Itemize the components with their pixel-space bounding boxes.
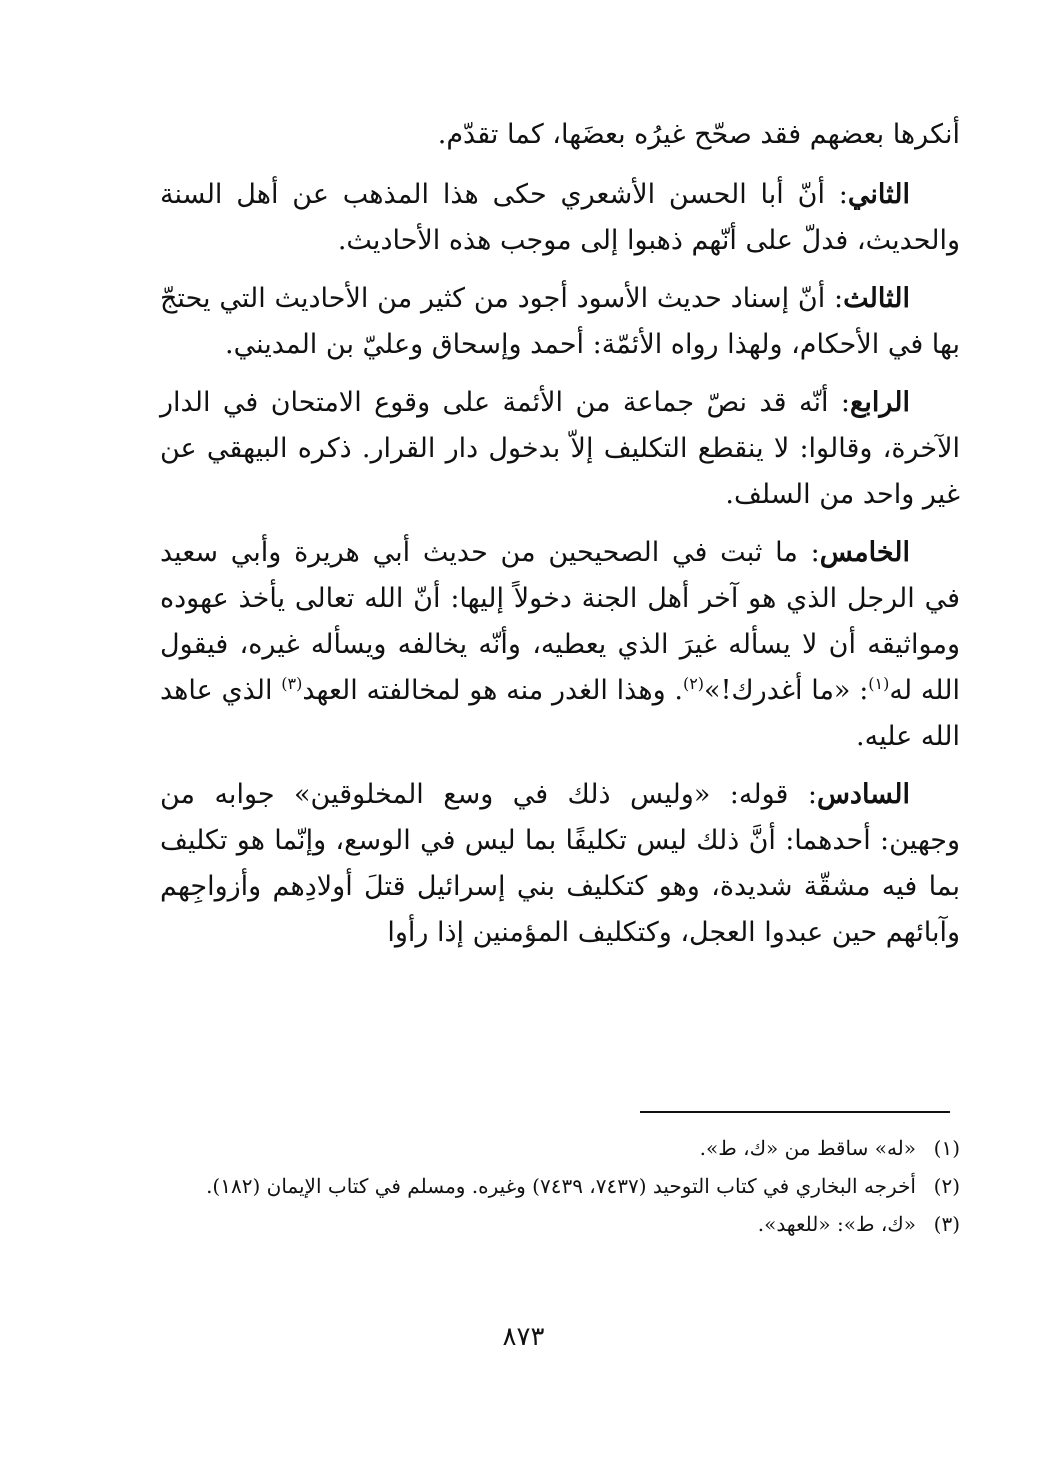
- indent: [910, 283, 960, 314]
- footnote-text: «ك، ط»: «للعهد».: [757, 1212, 916, 1236]
- indent: [910, 537, 960, 568]
- footnote-item: [160, 1208, 960, 1240]
- paragraph-heading: الثاني: [847, 179, 910, 210]
- main-text: [160, 112, 960, 968]
- footnote-divider: [640, 1111, 950, 1113]
- page-number: ٨٧٣: [502, 1322, 545, 1352]
- paragraph-second: [160, 172, 960, 264]
- paragraph-text: : «ما أغدرك!»: [704, 675, 869, 706]
- indent: [910, 179, 960, 210]
- footnote-item: [160, 1132, 960, 1164]
- paragraph-heading: الرابع: [849, 387, 910, 418]
- paragraph-text: : ما ثبت في الصحيحين من حديث أبي هريرة وأبي سعيد في الرجل الذي هو آخر أهل الجنة دخولاً إليها: أنّ الله تعالى يأخذ عهوده ومواثيقه أن لا يسأله غيرَ الذي يعطيه، وأنّه يخالفه ويسأله غيره، فيقول الله له: [160, 537, 960, 706]
- footnote-ref-1[interactable]: (١): [868, 674, 890, 693]
- paragraph-continuation: [160, 112, 960, 158]
- paragraph-text: . وهذا الغدر منه هو لمخالفته العهد: [302, 675, 683, 706]
- paragraph-text: : أنّه قد نصّ جماعة من الأئمة على وقوع الامتحان في الدار الآخرة، وقالوا: لا ينقطع التكليف إلاّ بدخول دار القرار. ذكره البيهقي عن غير واحد من السلف.: [160, 387, 960, 510]
- footnote-text: أخرجه البخاري في كتاب التوحيد (٧٤٣٧، ٧٤٣٩) وغيره. ومسلم في كتاب الإيمان (١٨٢).: [206, 1174, 916, 1198]
- footnotes: [160, 1132, 960, 1246]
- footnote-ref-2[interactable]: (٢): [682, 674, 705, 693]
- paragraph-fourth: [160, 380, 960, 518]
- footnote-text: «له» ساقط من «ك، ط».: [699, 1136, 916, 1160]
- paragraph-third: [160, 276, 960, 368]
- footnote-number: (٣): [933, 1212, 960, 1236]
- indent: [910, 779, 960, 810]
- footnote-number: (١): [933, 1136, 960, 1160]
- paragraph-fifth: [160, 530, 960, 760]
- paragraph-text: : قوله: «وليس ذلك في وسع المخلوقين» جوابه من وجهين: أحدهما: أنَّ ذلك ليس تكليفًا بما ليس في الوسع، وإنّما هو تكليف بما فيه مشقّة شديدة، وهو كتكليف بني إسرائيل قتلَ أولادِهم وأزواجِهم وآبائهم حين عبدوا العجل، وكتكليف المؤمنين إذا رأوا: [160, 779, 960, 948]
- footnote-ref-3[interactable]: (٣): [281, 674, 303, 693]
- paragraph-heading: الخامس: [819, 537, 910, 568]
- footnote-number: (٢): [933, 1174, 960, 1198]
- paragraph-text: الذي عاهد الله عليه.: [160, 675, 960, 752]
- footnote-item: [160, 1170, 960, 1202]
- paragraph-text: : أنّ إسناد حديث الأسود أجود من كثير من الأحاديث التي يحتجّ بها في الأحكام، ولهذا رواه الأئمّة: أحمد وإسحاق وعليّ بن المديني.: [160, 283, 960, 360]
- paragraph-text: أنكرها بعضهم فقد صحّح غيرُه بعضَها، كما تقدّم.: [437, 119, 960, 150]
- indent: [910, 387, 960, 418]
- paragraph-heading: الثالث: [843, 283, 910, 314]
- paragraph-text: : أنّ أبا الحسن الأشعري حكى هذا المذهب عن أهل السنة والحديث، فدلّ على أنّهم ذهبوا إلى موجب هذه الأحاديث.: [160, 179, 960, 256]
- paragraph-sixth: [160, 772, 960, 956]
- paragraph-heading: السادس: [816, 779, 910, 810]
